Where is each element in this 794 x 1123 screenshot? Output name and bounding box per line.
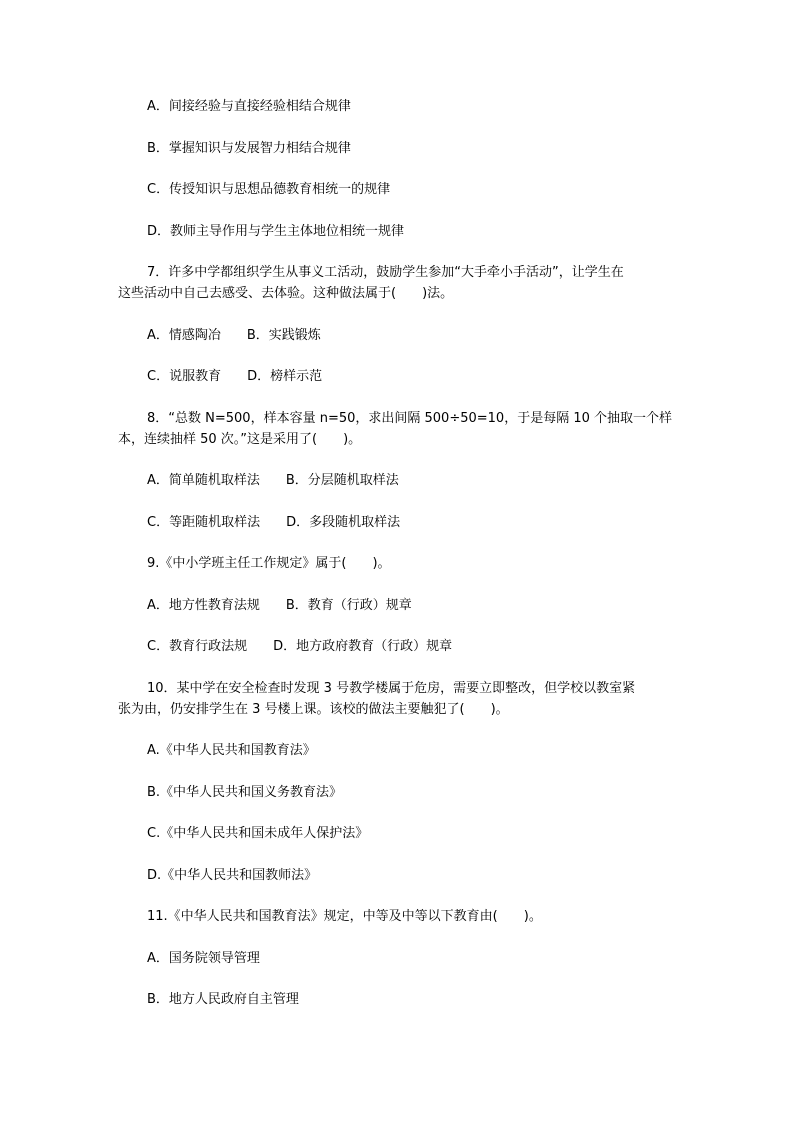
q11-option-b: B．地方人民政府自主管理	[147, 992, 299, 1007]
q10-stem-line-2: 张为由，仍安排学生在 3 号楼上课。该校的做法主要触犯了( )。	[118, 702, 509, 717]
q7-stem-line-2: 这些活动中自己去感受、去体验。这种做法属于( )法。	[118, 286, 454, 301]
q8-options-ab: A．简单随机取样法 B．分层随机取样法	[147, 473, 399, 488]
q6-option-b: B．掌握知识与发展智力相结合规律	[147, 141, 351, 156]
q9-stem: 9.《中小学班主任工作规定》属于( )。	[147, 556, 391, 571]
q6-option-a: A．间接经验与直接经验相结合规律	[147, 99, 351, 114]
q11-option-a: A．国务院领导管理	[147, 951, 260, 966]
q6-option-c: C．传授知识与思想品德教育相统一的规律	[147, 182, 391, 197]
q10-option-c: C.《中华人民共和国未成年人保护法》	[147, 826, 369, 841]
q7-stem-line-1: 7．许多中学都组织学生从事义工活动，鼓励学生参加“大手牵小手活动”，让学生在	[147, 265, 624, 280]
q6-option-d: D．教师主导作用与学生主体地位相统一规律	[147, 224, 405, 239]
q9-options-ab: A．地方性教育法规 B．教育（行政）规章	[147, 598, 412, 613]
q10-option-a: A.《中华人民共和国教育法》	[147, 743, 316, 758]
q9-options-cd: C．教育行政法规 D．地方政府教育（行政）规章	[147, 639, 453, 654]
q10-option-b: B.《中华人民共和国义务教育法》	[147, 785, 343, 800]
q7-options-cd: C．说服教育 D．榜样示范	[147, 369, 323, 384]
q8-stem-line-1: 8．“总数 N=500，样本容量 n=50，求出间隔 500÷50=10，于是每隔 10 个抽取一个样	[147, 411, 672, 426]
q8-options-cd: C．等距随机取样法 D．多段随机取样法	[147, 515, 401, 530]
q11-stem: 11.《中华人民共和国教育法》规定，中等及中等以下教育由( )。	[147, 909, 542, 924]
q8-stem-line-2: 本，连续抽样 50 次。”这是采用了( )。	[118, 432, 362, 447]
q10-stem-line-1: 10．某中学在安全检查时发现 3 号教学楼属于危房，需要立即整改，但学校以教室紧	[147, 681, 636, 696]
q10-option-d: D.《中华人民共和国教师法》	[147, 868, 318, 883]
q7-options-ab: A．情感陶冶 B．实践锻炼	[147, 328, 321, 343]
